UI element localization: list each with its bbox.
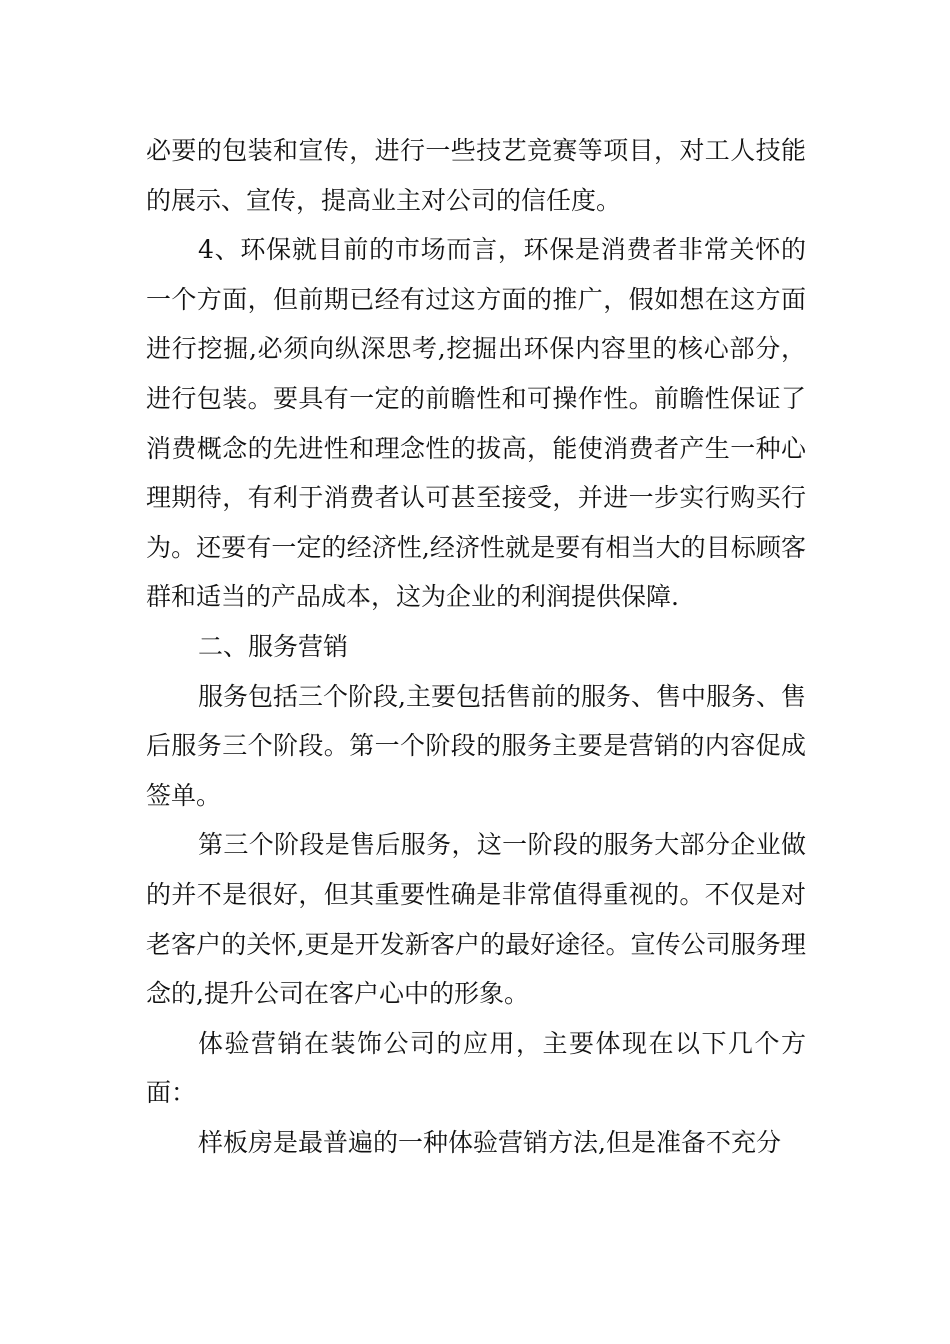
paragraph-show-house: 样板房是最普遍的一种体验营销方法,但是准备不充分 xyxy=(198,1127,781,1157)
document-body xyxy=(146,126,806,1167)
paragraph-environmental: 4、环保就目前的市场而言，环保是消费者非常关怀的一个方面，但前期已经有过这方面的推广，假如想在这方面进行挖掘,必须向纵深思考,挖掘出环保内容里的核心部分，进行包装。要具有一定的前瞻性和可操作性。前瞻性保证了消费概念的先进性和理念性的拔高，能使消费者产生一种心理期待，有利于消费者认可甚至接受，并进一步实行购买行为。还要有一定的经济性,经济性就是要有相当大的目标顾客群和适当的产品成本，这为企业的利润提供保障. xyxy=(146,235,806,612)
paragraph-service-stages: 服务包括三个阶段,主要包括售前的服务、售中服务、售后服务三个阶段。第一个阶段的服务主要是营销的内容促成签单。 xyxy=(146,681,806,810)
paragraph-packaging-continuation: 必要的包装和宣传，进行一些技艺竞赛等项目，对工人技能的展示、宣传，提高业主对公司的信任度。 xyxy=(146,136,806,215)
section-heading-service-marketing: 二、服务营销 xyxy=(198,631,349,661)
paragraph-experience-marketing: 体验营销在装饰公司的应用，主要体现在以下几个方面： xyxy=(146,1028,806,1108)
paragraph-after-sales: 第三个阶段是售后服务，这一阶段的服务大部分企业做的并不是很好，但其重要性确是非常值得重视的。不仅是对老客户的关怀,更是开发新客户的最好途径。宣传公司服务理念的,提升公司在客户心中的形象。 xyxy=(146,830,806,1009)
